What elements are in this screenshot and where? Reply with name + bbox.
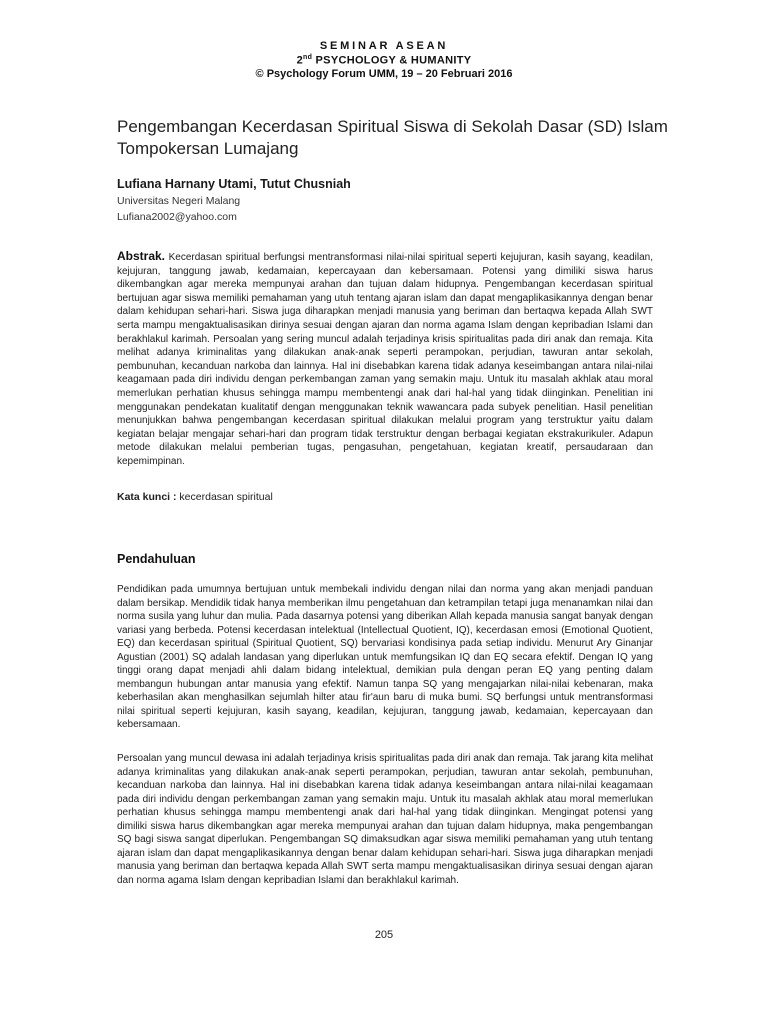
keywords [117,491,273,503]
abstract [117,250,653,469]
edition-suffix: nd [303,54,313,61]
keywords-text: kecerdasan spiritual [176,491,273,503]
abstract-text: Kecerdasan spiritual berfungsi mentransformasi nilai-nilai spiritual seperti kejujuran, kasih sayang, keadilan, kejujuran, tanggung jawab, kedamaian, kepercayaan dan kebersamaan. Potensi yang dimiliki siswa harus dikembangkan agar mereka mempunyai arahan dan tujuan dalam hidupnya. Pengembangan kecerdasan spiritual bertujuan agar siswa memiliki pemahaman yang utuh tentang ajaran islam dan dapat mengaplikasikannya dengan benar dalam kehidupan sehari-hari. Siswa juga diharapkan menjadi manusia yang beriman dan bertaqwa kepada Allah SWT serta mampu mengaktualisasikan dirinya sesuai dengan ajaran dan norma agama Islam dengan kepribadian Islami dan berakhlakul karimah. Persoalan yang sering muncul adalah terjadinya krisis spiritualitas pada diri anak dan remaja. Kita melihat adanya kriminalitas yang dilakukan anak-anak seperti perampokan, perjudian, tawuran antar sekolah, pembunuhan, kecanduan narkoba dan lainnya. Hal ini disebabkan karena tidak adanya keseimbangan antara nilai-nilai keagamaan pada diri individu dengan perkembangan zaman yang semakin maju. Untuk itu masalah akhlak atau moral memerlukan perhatian khusus sehingga mampu membentengi anak dari hal-hal yang tidak diinginkan. Penelitian ini menggunakan pendekatan kualitatif dengan menggunakan teknik wawancara pada subyek penelitian. Hasil penelitian menunjukkan bahwa pengembangan kecerdasan spiritual dilakukan melalui program yang terstruktur yaitu dalam kegiatan belajar mengajar sehari-hari dan program tidak terstruktur dengan berbagai kegiatan ekstrakurikuler. Adapun metode dilakukan melalui pemberian tugas, pengasuhan, pengetahuan, kegiatan kreatif, persaudaraan dan kepemimpinan. [117,252,653,467]
paper-authors: Lufiana Harnany Utami, Tutut Chusniah [117,177,351,191]
seminar-header-subtitle [0,54,768,67]
seminar-header-forum: © Psychology Forum UMM, 19 – 20 Februari 2016 [255,68,513,80]
keywords-label: Kata kunci : [117,491,177,503]
paper-title: Pengembangan Kecerdasan Spiritual Siswa di Sekolah Dasar (SD) Islam Tompokersan Lumajang [117,117,668,158]
page-number: 205 [374,929,394,941]
seminar-header-title: SEMINAR ASEAN [319,40,449,52]
seminar-theme: PSYCHOLOGY & HUMANITY [312,54,472,67]
abstract-label: Abstrak. [117,249,166,263]
body-paragraph-1: Pendidikan pada umumnya bertujuan untuk membekali individu dengan nilai dan norma yang akan menjadi panduan dalam bersikap. Mendidik tidak hanya memberikan ilmu pengetahuan dan ketrampilan tetapi juga menanamkan nilai dan norma susila yang luhur dan mulia. Pada dasarnya potensi yang diberikan Allah kepada manusia sangat banyak dengan variasi yang berbeda. Potensi kecerdasan intelektual (Intellectual Quotient, IQ), kecerdasan emosi (Emotional Quotient, EQ) dan kecerdasan spiritual (Spiritual Quotient, SQ) bervariasi kondisinya pada setiap individu. Menurut Ary Ginanjar Agustian (2001) SQ adalah landasan yang diperlukan untuk memfungsikan IQ dan EQ secara efektif. Dengan IQ yang tinggi orang dapat menjadi ahli dalam bidang intelektual, demikian pula dengan peran EQ yang penting dalam membangun hubungan antar manusia yang efektif. Namun tanpa SQ yang mengajarkan nilai-nilai kebenaran, maka keberhasilan akan menghasilkan sejumlah hilter atau fir'aun baru di muka bumi. SQ berfungsi untuk mentransformasi nilai spiritual seperti kejujuran, kasih sayang, keadilan, kejujuran, tanggung jawab, kedamaian, kepercayaan dan kebersamaan. [117,584,653,730]
author-email: Lufiana2002@yahoo.com [117,211,237,223]
edition-number: 2 [296,54,304,67]
body-paragraph-2: Persoalan yang muncul dewasa ini adalah terjadinya krisis spiritualitas pada diri anak dan remaja. Tak jarang kita melihat adanya kriminalitas yang dilakukan anak-anak seperti perampokan, perjudian, tawuran antar sekolah, pembunuhan, kecanduan narkoba dan lainnya. Hal ini disebabkan karena tidak adanya keseimbangan antara nilai-nilai keagamaan pada diri individu dengan perkembangan zaman yang semakin maju. Untuk itu masalah akhlak atau moral memerlukan perhatian khusus sehingga mampu membentengi anak dari hal-hal yang tidak diinginkan. Mengingat potensi yang dimiliki siswa harus dikembangkan agar mereka mempunyai arahan dan tujuan dalam hidupnya, maka pengembangan SQ bagi siswa sangat diperlukan. Pengembangan SQ dimaksudkan agar siswa memiliki pemahaman yang utuh tentang ajaran islam dan dapat mengaplikasikannya dengan benar dalam kehidupan sehari-hari. Siswa juga diharapkan menjadi manusia yang beriman dan bertaqwa kepada Allah SWT serta mampu mengaktualisasikan dirinya sesuai dengan ajaran dan norma agama Islam dengan kepribadian Islami dan berakhlakul karimah. [117,753,653,886]
author-affiliation: Universitas Negeri Malang [117,195,241,207]
section-heading: Pendahuluan [117,552,196,566]
